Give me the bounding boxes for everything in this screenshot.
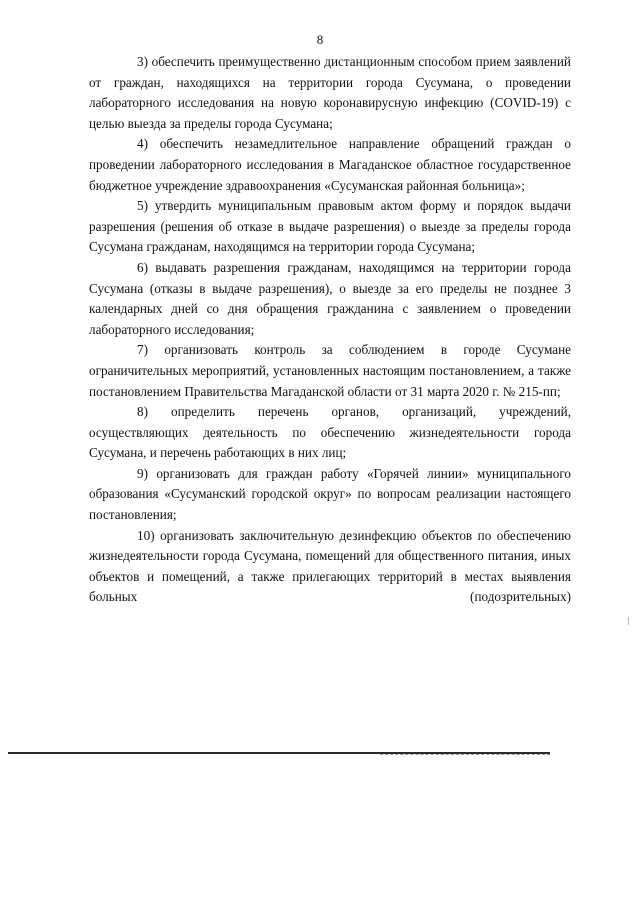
- paragraph-item-9: 9) организовать для граждан работу «Горячей линии» муниципального образования «Сусуманский городской округ» по вопросам реализации настоящего постановления;: [89, 465, 571, 523]
- paragraph-item-7: 7) организовать контроль за соблюдением в городе Сусумане ограничительных мероприятий, установленных настоящим постановлением, а также постановлением Правительства Магаданской области от 31 марта 2020 г. № 215-пп;: [89, 342, 571, 399]
- paragraph-item-8: 8) определить перечень органов, организаций, учреждений, осуществляющих деятельность по обеспечению жизнедеятельности города Сусумана, и перечень работающих в них лиц;: [89, 404, 571, 461]
- paragraph-item-5: 5) утвердить муниципальным правовым актом форму и порядок выдачи разрешения (решения об отказе в выдаче разрешения) о выезде за пределы города Сусумана гражданам, находящимся на территории города Сусумана;: [89, 198, 571, 255]
- paragraph-item-4: 4) обеспечить незамедлительное направление обращений граждан о проведении лабораторного исследования в Магаданское областное государственное бюджетное учреждение здравоохранения «Сусуманская районная больница»;: [89, 136, 571, 193]
- paragraph-item-3: 3) обеспечить преимущественно дистанционным способом прием заявлений от граждан, находящихся на территории города Сусумана, о проведении лабораторного исследования на новую коронавирусную инфекцию (COVID-19) с целью выезда за пределы города Сусумана;: [89, 54, 571, 131]
- footer-divider-faint: [380, 754, 550, 755]
- document-body: [89, 52, 571, 608]
- margin-mark: [628, 617, 629, 625]
- paragraph-item-6: 6) выдавать разрешения гражданам, находящимся на территории города Сусумана (отказы в выдаче разрешения), о выезде за его пределы не позднее 3 календарных дней со дня обращения гражданина с заявлением о проведении лабораторного исследования;: [89, 259, 571, 337]
- page-number: 8: [316, 32, 324, 47]
- paragraph-item-10: 10) организовать заключительную дезинфекцию объектов по обеспечению жизнедеятельности города Сусумана, помещений для общественного питания, иных объектов и помещений, а также прилегающих территорий в местах выявления больных (подозрительных): [89, 527, 571, 605]
